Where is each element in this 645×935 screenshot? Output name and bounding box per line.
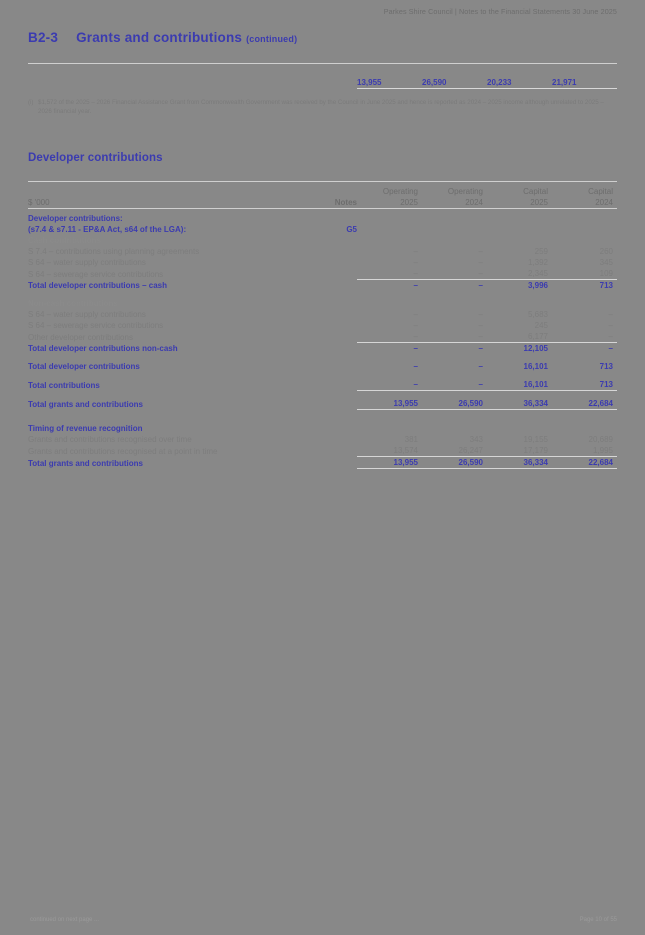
cell-value: – (413, 247, 418, 256)
row-label: Total grants and contributions (28, 458, 143, 468)
cell-value: 26,590 (422, 70, 487, 88)
table-body (28, 213, 617, 410)
row-notes-ref (313, 320, 357, 331)
cell-value (422, 213, 487, 224)
row-label: Grants and contributions recognised at a point in time (28, 446, 218, 456)
footer-continued-label: continued on next page ... (30, 917, 100, 923)
cell-value: – (478, 269, 483, 278)
cell-value: – (478, 247, 483, 256)
cell-value: – (422, 343, 487, 355)
table-row (28, 445, 617, 457)
header-row-secondary (28, 197, 617, 209)
column-header-year-cap-2025: 2025 (530, 198, 548, 207)
row-notes-ref (313, 257, 357, 268)
cell-value: 20,689 (588, 435, 613, 444)
cell-value (422, 224, 487, 235)
cell-value: – (413, 332, 418, 341)
cell-value: – (478, 362, 483, 371)
row-spacer (28, 410, 617, 424)
cell-value: – (478, 258, 483, 267)
table-row (28, 309, 617, 320)
cell-value (487, 235, 552, 246)
section-title-text: Grants and contributions (76, 30, 243, 45)
cell-value: 713 (552, 280, 617, 292)
row-notes-ref (313, 246, 357, 257)
cell-value: – (357, 379, 422, 391)
cell-value: 5,683 (527, 310, 548, 319)
section-number: B2-3 (28, 30, 59, 45)
footnote (28, 98, 624, 116)
row-notes-ref (313, 235, 357, 246)
top-totals-table (28, 63, 617, 89)
footnote-text: $1,572 of the 2025 – 2026 Financial Assistance Grant from Commonwealth Government was received by the Council in June 2025 and hence is reported as 2024 – 2025 income although unrelated to 2025 – 2026 financial year. (38, 99, 604, 115)
row-notes-ref: G5 (346, 225, 357, 234)
row-spacer (28, 291, 617, 298)
cell-value: 13,574 (393, 446, 418, 455)
column-header-operating-2025: Operating (382, 187, 418, 196)
cell-value: 345 (599, 258, 613, 267)
header-notes-blank (313, 186, 357, 197)
row-label: Developer contributions: (28, 214, 123, 223)
table-row (28, 379, 617, 391)
column-header-year-op-2025: 2025 (400, 198, 418, 207)
table-row (28, 280, 617, 292)
column-header-capital-2025: Capital (523, 187, 548, 196)
cell-value: 12,105 (487, 343, 552, 355)
row-label: S 64 – water supply contributions (28, 310, 146, 319)
cell-value: – (608, 332, 613, 341)
row-label: Total grants and contributions (28, 399, 143, 409)
cell-value: 2,345 (527, 269, 548, 278)
cell-value: 17,179 (523, 446, 548, 455)
cell-value: – (608, 321, 613, 330)
document-header: Parkes Shire Council | Notes to the Financial Statements 30 June 2025 (383, 7, 617, 16)
cell-value: 245 (534, 321, 548, 330)
cell-value: 19,155 (523, 435, 548, 444)
row-label: Total contributions (28, 380, 100, 390)
row-notes-ref (313, 309, 357, 320)
table-row (28, 213, 617, 224)
cell-value: – (478, 310, 483, 319)
developer-contributions-table (28, 181, 617, 469)
cell-value: 20,233 (487, 70, 552, 88)
table-row (28, 257, 617, 268)
cell-value: – (413, 269, 418, 278)
column-header-year-cap-2024: 2024 (595, 198, 613, 207)
row-notes-ref (313, 213, 357, 224)
table-row (28, 224, 617, 235)
header-unit-label: $ '000 (28, 198, 50, 207)
timing-heading-row (28, 423, 617, 434)
cell-value: – (608, 310, 613, 319)
footnote-mark: (i) (28, 99, 34, 106)
cell-value: – (413, 362, 418, 371)
cell-value: 26,590 (422, 457, 487, 469)
page-title (28, 30, 297, 45)
cell-value: – (357, 280, 422, 292)
subsection-title: Developer contributions (28, 152, 163, 164)
row-spacer (28, 372, 617, 379)
cell-value: – (413, 258, 418, 267)
table-row (28, 361, 617, 372)
row-notes-ref (313, 445, 357, 457)
cell-value: 26,590 (422, 398, 487, 410)
cell-value: – (413, 321, 418, 330)
cell-value: – (552, 343, 617, 355)
row-label: Total developer contributions – cash (28, 281, 167, 290)
header-unit-blank (28, 186, 313, 197)
row-notes-ref (313, 331, 357, 343)
cell-value: 381 (404, 435, 418, 444)
cell-value (487, 224, 552, 235)
cell-value: 22,684 (552, 398, 617, 410)
table-row (28, 235, 617, 246)
timing-heading: Timing of revenue recognition (28, 424, 143, 433)
cell-value (552, 213, 617, 224)
column-header-operating-2024: Operating (447, 187, 483, 196)
row-label: (s7.4 & s7.11 - EP&A Act, s64 of the LGA): (28, 225, 187, 234)
row-notes (313, 70, 357, 88)
cell-value: 22,684 (552, 457, 617, 469)
cell-value: 16,101 (523, 362, 548, 371)
cell-value (357, 213, 422, 224)
row-spacer (28, 354, 617, 361)
cell-value: – (413, 310, 418, 319)
cell-value: 21,971 (552, 70, 617, 88)
row-label (28, 70, 313, 88)
row-label: S 64 – water supply contributions (28, 258, 146, 267)
table-row (28, 343, 617, 355)
row-label: Total developer contributions non-cash (28, 344, 178, 353)
cell-value (422, 298, 487, 309)
cell-value (357, 298, 422, 309)
cell-value: 713 (599, 362, 613, 371)
table-row (28, 398, 617, 410)
row-label: Non-cash contributions (28, 299, 118, 308)
cell-value: 343 (469, 435, 483, 444)
cell-value: 16,101 (487, 379, 552, 391)
row-label: Other developer contributions (28, 332, 133, 342)
cell-value: – (357, 343, 422, 355)
timing-body (28, 410, 617, 469)
cell-value (552, 298, 617, 309)
table-row (28, 457, 617, 469)
row-label: S 64 – sewerage service contributions (28, 321, 164, 330)
cell-value: 260 (599, 247, 613, 256)
table-row (28, 320, 617, 331)
table-header (28, 182, 617, 214)
cell-value (487, 298, 552, 309)
row-label: S 7.4 – contributions using planning agreements (28, 247, 200, 256)
cell-value: 259 (534, 247, 548, 256)
cell-value: 1,995 (592, 446, 613, 455)
row-notes-ref (313, 361, 357, 372)
cell-value (487, 213, 552, 224)
cell-value: 1,392 (527, 258, 548, 267)
cell-value: 13,955 (357, 457, 422, 469)
header-row-primary (28, 186, 617, 197)
row-spacer (28, 391, 617, 399)
footer-page-number: Page 10 of 55 (579, 917, 617, 923)
table-row (28, 298, 617, 309)
row-label: Total developer contributions (28, 362, 140, 371)
cell-value: 36,334 (487, 457, 552, 469)
table-row (28, 268, 617, 280)
row-notes-ref (313, 343, 357, 355)
row-label: Cash contributions (28, 236, 101, 245)
cell-value: – (478, 332, 483, 341)
table-row (28, 331, 617, 343)
cell-value: 3,996 (487, 280, 552, 292)
cell-value: 13,955 (357, 398, 422, 410)
cell-value: – (422, 280, 487, 292)
cell-value: 6,177 (527, 332, 548, 341)
row-notes-ref (313, 457, 357, 469)
row-label: Grants and contributions recognised over time (28, 435, 192, 444)
cell-value (422, 235, 487, 246)
table-row (28, 434, 617, 445)
cell-value: 36,334 (487, 398, 552, 410)
column-header-year-op-2024: 2024 (465, 198, 483, 207)
cell-value (552, 235, 617, 246)
cell-value (357, 224, 422, 235)
row-notes-ref (313, 379, 357, 391)
column-header-capital-2024: Capital (588, 187, 613, 196)
section-continued-label: (continued) (246, 34, 298, 44)
table-row (28, 70, 617, 88)
row-notes-ref (313, 398, 357, 410)
cell-value: 26,247 (458, 446, 483, 455)
cell-value: – (478, 321, 483, 330)
header-notes-label: Notes (334, 198, 357, 207)
row-notes-ref (313, 280, 357, 292)
cell-value (552, 224, 617, 235)
cell-value: – (422, 379, 487, 391)
cell-value: 109 (599, 269, 613, 278)
cell-value: 713 (552, 379, 617, 391)
row-notes-ref (313, 298, 357, 309)
row-notes-ref (313, 268, 357, 280)
row-notes-ref (313, 434, 357, 445)
row-label: S 64 – sewerage service contributions (28, 269, 164, 279)
table-row (28, 246, 617, 257)
cell-value: 13,955 (357, 70, 422, 88)
cell-value (357, 235, 422, 246)
